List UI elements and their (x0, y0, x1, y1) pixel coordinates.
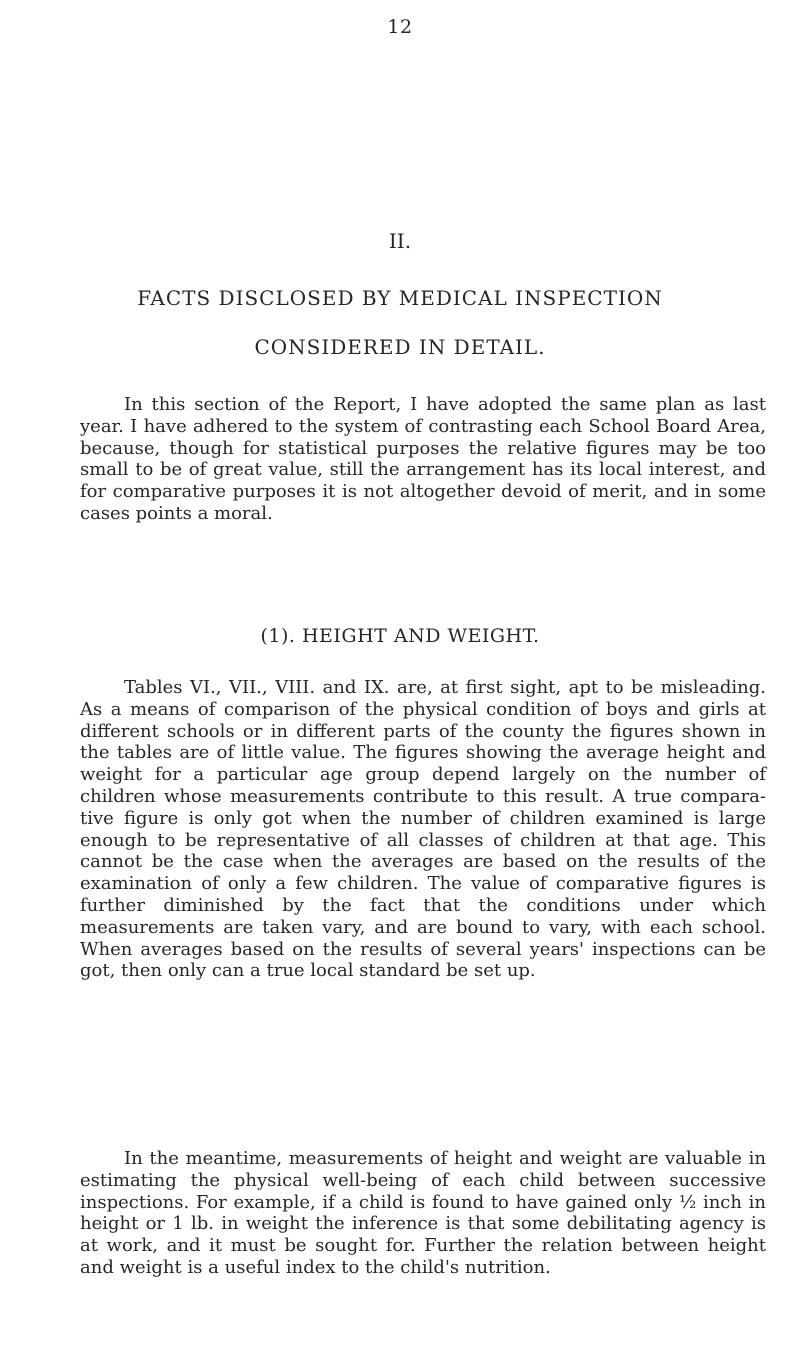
page-number: 12 (387, 16, 413, 38)
intro-paragraph: In this section of the Report, I have adopted the same plan as last year. I have adhered to the system of contrasting each School Board Area, because, though for statistical purposes the relative figures may be too small to be of great value, still the arrangement has its local interest, and for comparative purposes it is not altogether devoid of merit, and in some cases points a moral. (80, 394, 766, 524)
section-title-line-2: CONSIDERED IN DETAIL. (254, 335, 546, 359)
section-numeral: II. (388, 229, 412, 253)
section-title-line-1: FACTS DISCLOSED BY MEDICAL INSPECTION (137, 286, 663, 310)
height-weight-paragraph-1: Tables VI., VII., VIII. and IX. are, at first sight, apt to be misleading. As a means of comparison of the physical condition of boys and girls at different schools or in different parts of the county the figures shown in the tables are of little value. The figures showing the average height and weight for a particular age group depend largely on the number of children whose measurements contribute to this result. A true compara- tive figure is only got when the number of children examined is large enough to be representative of all classes of children at that age. This cannot be the case when the averages are based on the results of the examination of only a few children. The value of comparative figures is further diminished by the fact that the conditions under which measurements are taken vary, and are bound to vary, with each school. When averages based on the results of several years' inspections can be got, then only can a true local standard be set up. (80, 677, 766, 982)
height-weight-paragraph-2: In the meantime, measurements of height and weight are valuable in estimating the physical well-being of each child between successive inspections. For example, if a child is found to have gained only ½ inch in height or 1 lb. in weight the inference is that some debilitating agency is at work, and it must be sought for. Further the relation between height and weight is a useful index to the child's nutrition. (80, 1148, 766, 1278)
height-weight-subheading: (1). HEIGHT AND WEIGHT. (260, 625, 540, 647)
